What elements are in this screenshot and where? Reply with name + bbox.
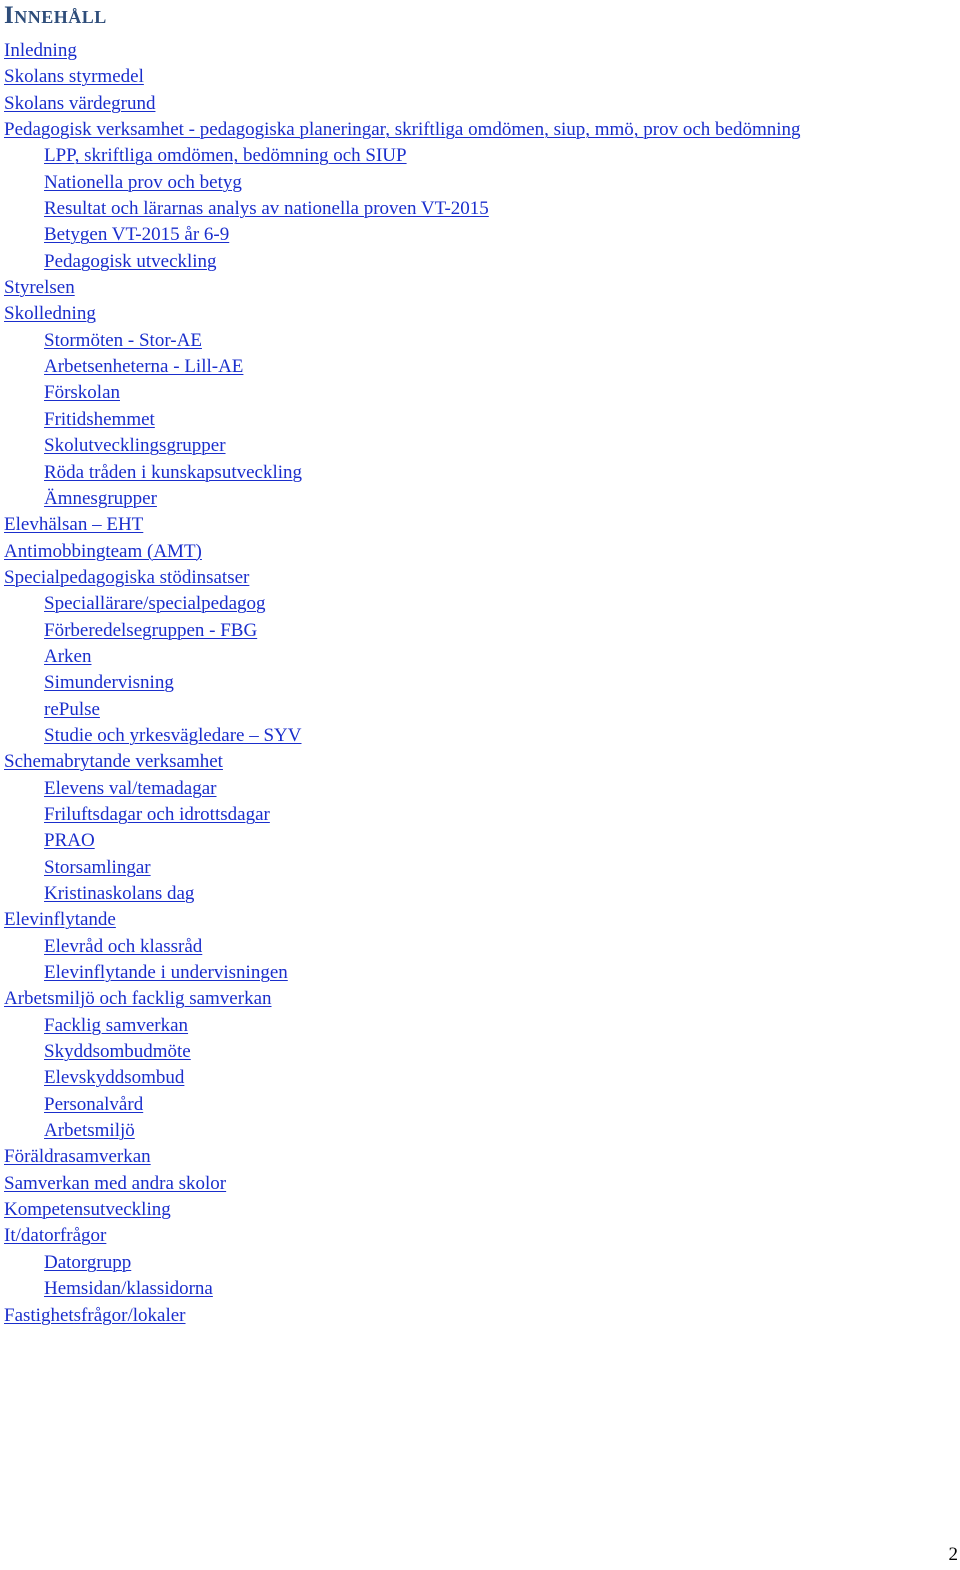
toc-link[interactable]: Elevinflytande [4, 909, 116, 931]
toc-entry [0, 881, 960, 907]
toc-link[interactable]: Kristinaskolans dag [44, 883, 195, 904]
toc-entry [0, 1144, 960, 1170]
toc-entry [0, 934, 960, 960]
toc-entry [0, 1303, 960, 1329]
toc-link[interactable]: rePulse [44, 698, 100, 720]
toc-entry [0, 644, 960, 670]
toc-entry [0, 1276, 960, 1302]
toc-entry [0, 512, 960, 538]
toc-entry [0, 1039, 960, 1065]
toc-link[interactable]: Ämnesgrupper [44, 487, 157, 509]
toc-link[interactable]: Arbetsenheterna - Lill-AE [44, 356, 244, 378]
toc-link[interactable]: Specialpedagogiska stödinsatser [4, 566, 250, 588]
toc-link[interactable]: Facklig samverkan [44, 1014, 189, 1036]
toc-entry [0, 986, 960, 1012]
toc-link[interactable]: Kompetensutveckling [4, 1199, 171, 1221]
toc-link[interactable]: Skolans värdegrund [4, 92, 156, 114]
toc-entry [0, 907, 960, 933]
toc-link[interactable]: Samverkan med andra skolor [4, 1172, 227, 1194]
toc-link[interactable]: Personalvård [44, 1093, 144, 1115]
toc-entry [0, 328, 960, 354]
toc-entry [0, 565, 960, 591]
toc-link[interactable]: Simundervisning [44, 672, 174, 694]
toc-entry [0, 275, 960, 301]
toc-link[interactable]: LPP, skriftliga omdömen, bedömning och SIUP [44, 145, 407, 167]
toc-entry [0, 1250, 960, 1276]
toc-link[interactable]: Fastighetsfrågor/lokaler [4, 1304, 186, 1326]
toc-entry [0, 802, 960, 828]
toc-entry [0, 380, 960, 406]
page-number: 2 [948, 1544, 958, 1565]
toc-entry [0, 776, 960, 802]
toc-link[interactable]: Resultat och lärarnas analys av nationella proven VT-2015 [44, 198, 489, 220]
toc-entry [0, 1171, 960, 1197]
toc-entry [0, 591, 960, 617]
toc-link[interactable]: Föräldrasamverkan [4, 1146, 151, 1168]
toc-entry [0, 249, 960, 275]
toc-link[interactable]: Skolutvecklingsgrupper [44, 435, 226, 457]
toc-entry [0, 117, 960, 143]
toc-link[interactable]: Stormöten - Stor-AE [44, 329, 202, 351]
toc-link[interactable]: Elevhälsan – EHT [4, 514, 144, 536]
toc-entry [0, 1223, 960, 1249]
toc-link[interactable]: Studie och yrkesvägledare – SYV [44, 724, 302, 746]
toc-link[interactable]: Schemabrytande verksamhet [4, 751, 223, 773]
toc-link[interactable]: Elevråd och klassråd [44, 935, 203, 957]
toc-link[interactable]: Skyddsombudmöte [44, 1041, 191, 1063]
toc-link[interactable]: Arbetsmiljö och facklig samverkan [4, 988, 272, 1010]
toc-link[interactable]: Friluftsdagar och idrottsdagar [44, 803, 270, 825]
toc-entry [0, 723, 960, 749]
toc-entry [0, 1065, 960, 1091]
toc-entry [0, 618, 960, 644]
toc-entry [0, 407, 960, 433]
toc-link[interactable]: Styrelsen [4, 277, 75, 299]
toc-link[interactable]: Nationella prov och betyg [44, 171, 242, 193]
toc-entry [0, 354, 960, 380]
toc-link[interactable]: Fritidshemmet [44, 408, 155, 430]
toc-entry [0, 91, 960, 117]
toc-link[interactable]: Pedagogisk verksamhet - pedagogiska planeringar, skriftliga omdömen, siup, mmö, prov och bedömning [4, 119, 801, 141]
toc-link[interactable]: Förberedelsegruppen - FBG [44, 619, 258, 641]
toc-heading: Innehåll [4, 2, 107, 29]
toc-link[interactable]: Betygen VT-2015 år 6-9 [44, 224, 230, 246]
toc-entry [0, 697, 960, 723]
toc-entry [0, 301, 960, 327]
toc-link[interactable]: Pedagogisk utveckling [44, 250, 217, 272]
toc-link[interactable]: Röda tråden i kunskapsutveckling [44, 461, 303, 483]
toc-link[interactable]: Elevinflytande i undervisningen [44, 962, 288, 984]
toc-entry [0, 486, 960, 512]
toc-link[interactable]: Speciallärare/specialpedagog [44, 593, 266, 615]
toc-entry [0, 1092, 960, 1118]
toc-entry [0, 460, 960, 486]
toc-link[interactable]: Elevens val/temadagar [44, 777, 217, 799]
toc-entry [0, 749, 960, 775]
toc-link[interactable]: Arken [44, 645, 92, 667]
toc-link[interactable]: Skolans styrmedel [4, 66, 144, 88]
toc-entry [0, 222, 960, 248]
toc-entry [0, 539, 960, 565]
toc-link[interactable]: Antimobbingteam (AMT) [4, 540, 202, 562]
toc-link[interactable]: Arbetsmiljö [44, 1120, 135, 1142]
toc-entry [0, 960, 960, 986]
toc-entry [0, 64, 960, 90]
toc-entry [0, 1118, 960, 1144]
toc-entry [0, 670, 960, 696]
toc-entry [0, 855, 960, 881]
toc-link[interactable]: Hemsidan/klassidorna [44, 1278, 213, 1300]
toc-link[interactable]: Inledning [4, 40, 77, 61]
table-of-contents [0, 38, 960, 1329]
toc-link[interactable]: It/datorfrågor [4, 1225, 107, 1247]
toc-entry [0, 170, 960, 196]
toc-entry [0, 828, 960, 854]
toc-link[interactable]: Storsamlingar [44, 856, 151, 878]
toc-entry [0, 143, 960, 169]
toc-link[interactable]: PRAO [44, 830, 95, 852]
toc-entry [0, 38, 960, 64]
toc-entry [0, 196, 960, 222]
toc-link[interactable]: Datorgrupp [44, 1251, 132, 1273]
toc-link[interactable]: Förskolan [44, 382, 120, 404]
toc-link[interactable]: Skolledning [4, 303, 96, 325]
toc-entry [0, 433, 960, 459]
toc-entry [0, 1013, 960, 1039]
toc-link[interactable]: Elevskyddsombud [44, 1067, 185, 1089]
toc-entry [0, 1197, 960, 1223]
